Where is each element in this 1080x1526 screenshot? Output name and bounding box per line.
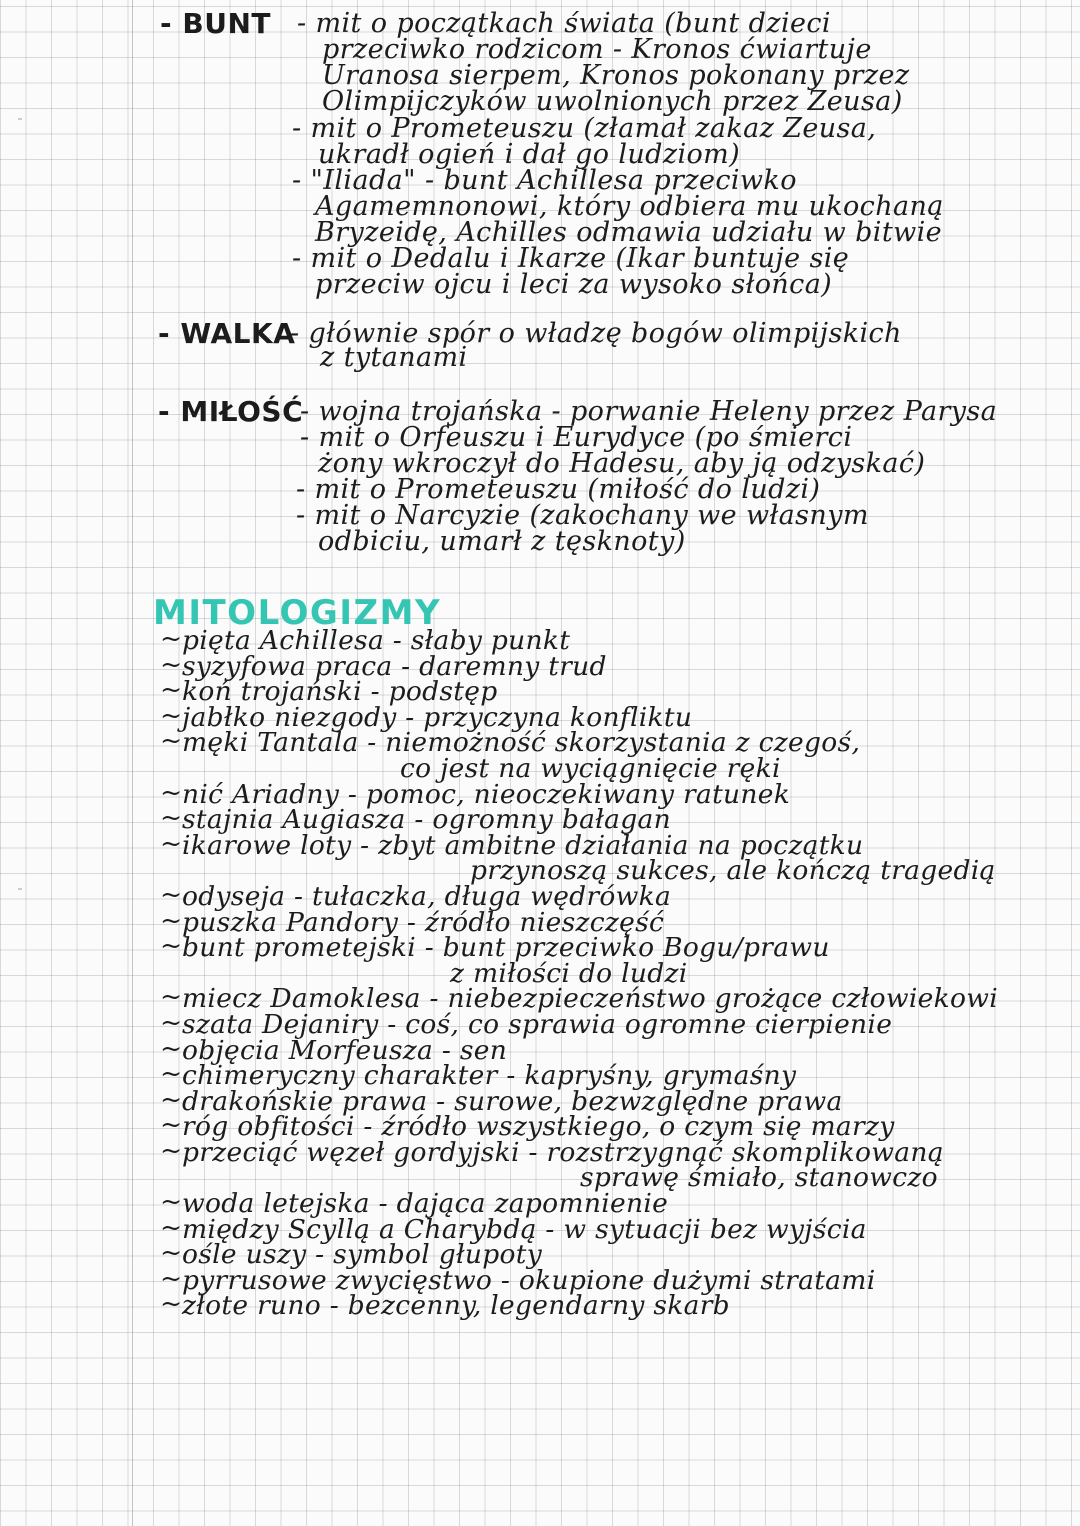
milosc-line: - wojna trojańska - porwanie Heleny przez Parysa — [300, 396, 998, 427]
list-item: ~ męki Tantala - niemożność skorzystania z czegoś, — [160, 730, 998, 756]
list-item-continuation: przynoszą sukces, ale kończą tragedią — [470, 855, 996, 887]
list-item: ~ odyseja - tułaczka, długa wędrówka — [160, 884, 998, 910]
mitologizmy-heading: MITOLOGIZMY — [153, 593, 442, 633]
list-item-continuation: co jest na wyciągnięcie ręki — [400, 752, 781, 784]
bunt-line: Bryzeidę, Achilles odmawia udziału w bitwie — [315, 217, 943, 248]
list-item: ~ ikarowe loty - zbyt ambitne działania na początku — [160, 833, 998, 859]
list-item: ~ pyrrusowe zwycięstwo - okupione dużymi stratami — [160, 1268, 998, 1294]
list-item: ~ bunt prometejski - bunt przeciwko Bogu/prawu — [160, 935, 998, 961]
section-label-walka: - WALKA — [158, 317, 296, 350]
section-label-bunt: - BUNT — [160, 7, 271, 40]
punch-mark — [18, 888, 22, 890]
list-item-continuation: sprawę śmiało, stanowczo — [580, 1162, 938, 1194]
milosc-line: - mit o Narcyzie (zakochany we własnym — [296, 500, 869, 531]
bunt-line: Olimpijczyków uwolnionych przez Zeusa) — [322, 86, 903, 117]
list-item-continuation: z miłości do ludzi — [450, 957, 688, 989]
list-item: ~ drakońskie prawa - surowe, bezwzględne prawa — [160, 1089, 998, 1115]
bunt-line: przeciwko rodzicom - Kronos ćwiartuje — [322, 34, 872, 65]
list-item: ~ puszka Pandory - źródło nieszczęść — [160, 910, 998, 936]
list-item: ~ szata Dejaniry - coś, co sprawia ogromne cierpienie — [160, 1012, 998, 1038]
bunt-line: - mit o początkach świata (bunt dzieci — [297, 8, 831, 39]
list-item: ~ koń trojański - podstęp — [160, 679, 998, 705]
page-margin-line — [132, 0, 133, 1526]
bunt-line: Agamemnonowi, który odbiera mu ukochaną — [315, 191, 944, 222]
bunt-line: ukradł ogień i dał go ludziom) — [318, 139, 741, 170]
list-item: ~ miecz Damoklesa - niebezpieczeństwo grożące człowiekowi — [160, 986, 998, 1012]
list-item: ~ pięta Achillesa - słaby punkt — [160, 628, 998, 654]
list-item: ~ ośle uszy - symbol głupoty — [160, 1242, 998, 1268]
list-item: ~ chimeryczny charakter - kapryśny, grymaśny — [160, 1063, 998, 1089]
mitologizmy-list — [160, 625, 999, 1322]
walka-line: z tytanami — [320, 342, 468, 373]
list-item: ~ róg obfitości - źródło wszystkiego, o czym się marzy — [160, 1114, 998, 1140]
milosc-line: - mit o Prometeuszu (miłość do ludzi) — [296, 474, 821, 505]
list-item: ~ złote runo - bezcenny, legendarny skarb — [160, 1293, 998, 1319]
bunt-line: - "Iliada" - bunt Achillesa przeciwko — [292, 165, 797, 196]
milosc-line: - mit o Orfeuszu i Eurydyce (po śmierci — [300, 422, 853, 453]
bunt-line: - mit o Prometeuszu (złamał zakaz Zeusa, — [292, 113, 877, 144]
bunt-line: Uranosa sierpem, Kronos pokonany przez — [322, 60, 910, 91]
list-item: ~ woda letejska - dająca zapomnienie — [160, 1191, 998, 1217]
milosc-line: żony wkroczył do Hadesu, aby ją odzyskać) — [318, 448, 926, 479]
milosc-line: odbiciu, umarł z tęsknoty) — [318, 526, 686, 557]
punch-mark — [18, 118, 22, 120]
bunt-line: przeciw ojcu i leci za wysoko słońca) — [315, 269, 833, 300]
section-label-milosc: - MIŁOŚĆ — [158, 395, 304, 428]
list-item: ~ jabłko niezgody - przyczyna konfliktu — [160, 705, 998, 731]
list-item: ~ stajnia Augiasza - ogromny bałagan — [160, 807, 998, 833]
list-item: ~ między Scyllą a Charybdą - w sytuacji bez wyjścia — [160, 1217, 998, 1243]
bunt-line: - mit o Dedalu i Ikarze (Ikar buntuje się — [292, 243, 850, 274]
list-item: ~ objęcia Morfeusza - sen — [160, 1038, 998, 1064]
list-item: ~ przeciąć węzeł gordyjski - rozstrzygnąć skomplikowaną — [160, 1140, 998, 1166]
list-item: ~ nić Ariadny - pomoc, nieoczekiwany ratunek — [160, 782, 998, 808]
walka-line: - głównie spór o władzę bogów olimpijskich — [290, 318, 902, 349]
list-item: ~ syzyfowa praca - daremny trud — [160, 654, 998, 680]
